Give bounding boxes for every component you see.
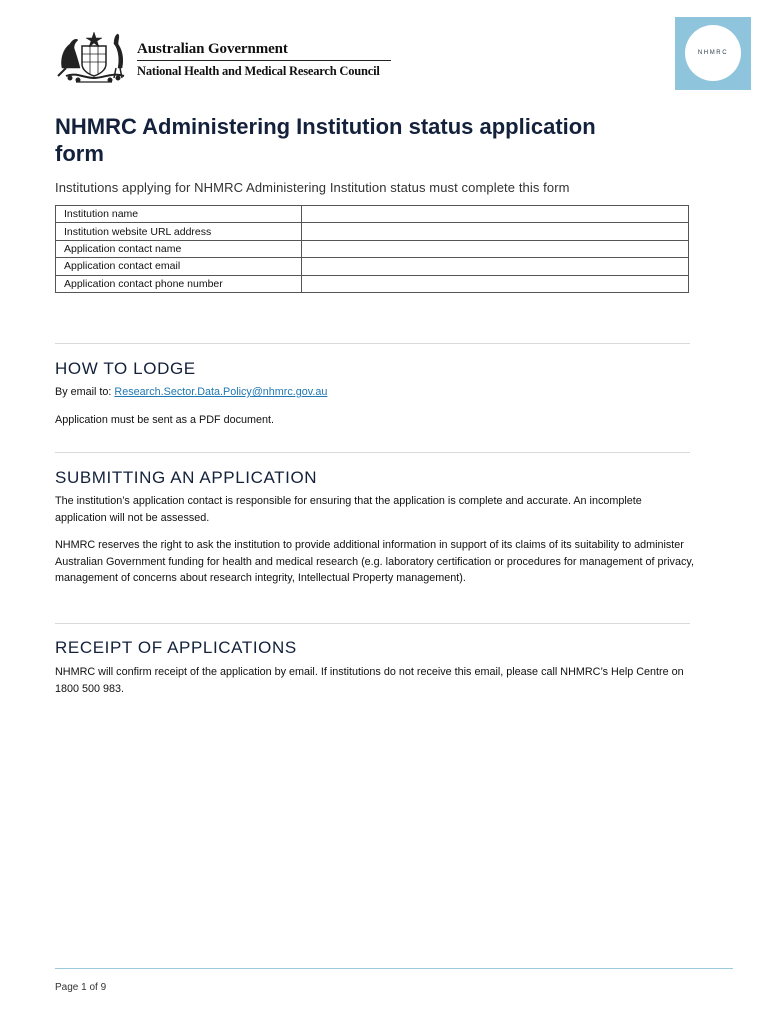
lodge-email-line — [55, 384, 695, 401]
website-url-field[interactable] — [302, 223, 689, 240]
lodge-email-link[interactable]: Research.Sector.Data.Policy@nhmrc.gov.au — [114, 386, 328, 398]
field-label-institution-name: Institution name — [56, 206, 302, 223]
submitting-para-2: NHMRC reserves the right to ask the institution to provide additional information in support of its claims of its suitability to administer Australian Government funding for health and medical research (e.g. laboratory certification or procedures for management of privacy, management of concerns about research integrity, Intellectual Property management). — [55, 539, 694, 585]
intro-text: Institutions applying for NHMRC Administering Institution status must complete this form — [55, 180, 570, 195]
receipt-heading: RECEIPT OF APPLICATIONS — [55, 638, 297, 657]
institution-name-field[interactable] — [302, 206, 689, 223]
field-label-contact-email: Application contact email — [56, 258, 302, 275]
table-row — [56, 258, 689, 275]
application-form-table — [55, 205, 689, 293]
gov-rule — [137, 60, 391, 61]
government-branding — [137, 40, 391, 79]
coat-of-arms-icon — [56, 28, 132, 84]
agency-name: National Health and Medical Research Council — [137, 64, 380, 78]
gov-name: Australian Government — [137, 41, 288, 57]
table-row — [56, 240, 689, 257]
contact-email-field[interactable] — [302, 258, 689, 275]
section-divider — [55, 343, 690, 344]
page-number: Page 1 of 9 — [55, 982, 107, 993]
lodge-note: Application must be sent as a PDF document. — [55, 414, 275, 426]
contact-phone-field[interactable] — [302, 275, 689, 292]
contact-name-field[interactable] — [302, 240, 689, 257]
table-row — [56, 206, 689, 223]
lodge-email-prefix: By email to: — [55, 386, 115, 398]
field-label-website-url: Institution website URL address — [56, 223, 302, 240]
table-row — [56, 223, 689, 240]
field-label-contact-name: Application contact name — [56, 240, 302, 257]
footer-rule — [55, 968, 733, 969]
table-row — [56, 275, 689, 292]
nhmrc-logo-text: NHMRC — [685, 25, 741, 81]
how-to-lodge-heading: HOW TO LODGE — [55, 359, 196, 378]
receipt-para: NHMRC will confirm receipt of the application by email. If institutions do not receive this email, please call NHMRC’s Help Centre on 1800 500 983. — [55, 666, 684, 695]
page-title: NHMRC Administering Institution status application form — [55, 114, 596, 166]
submitting-para-1: The institution’s application contact is responsible for ensuring that the application is complete and accurate. An incomplete application will not be assessed. — [55, 495, 642, 524]
section-divider — [55, 623, 690, 624]
section-divider — [55, 452, 690, 453]
field-label-contact-phone: Application contact phone number — [56, 275, 302, 292]
nhmrc-logo — [675, 17, 751, 90]
submitting-heading: SUBMITTING AN APPLICATION — [55, 468, 318, 487]
